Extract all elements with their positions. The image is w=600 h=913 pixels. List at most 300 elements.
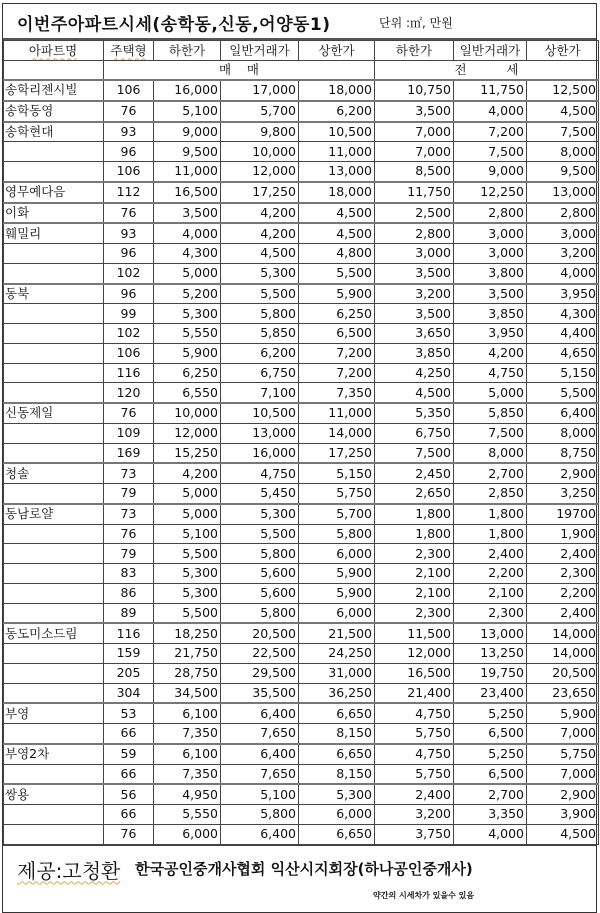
price-cell: 3,950 <box>527 284 599 304</box>
price-cell: 7,200 <box>299 363 375 383</box>
price-cell: 6,750 <box>375 423 454 443</box>
price-cell: 7,000 <box>527 724 599 744</box>
price-cell: 5,250 <box>454 744 527 764</box>
apartment-name-cell: 송학리젠시빌 <box>4 80 104 101</box>
section-row <box>4 61 599 81</box>
price-cell: 5,500 <box>154 603 221 623</box>
table-row <box>4 644 599 664</box>
price-cell: 12,000 <box>375 644 454 664</box>
price-cell: 5,800 <box>299 524 375 544</box>
price-cell: 4,750 <box>375 744 454 764</box>
table-row <box>4 423 599 443</box>
apartment-name-cell: 동북 <box>4 284 104 304</box>
price-cell: 18,000 <box>299 80 375 101</box>
price-cell: 16,500 <box>154 182 221 203</box>
apartment-name-cell <box>4 644 104 664</box>
apartment-name-cell: 영무예다음 <box>4 182 104 203</box>
price-cell: 4,000 <box>154 223 221 243</box>
unit-type-cell: 83 <box>104 564 154 584</box>
price-cell: 5,700 <box>299 504 375 524</box>
apartment-name-cell <box>4 363 104 383</box>
apartment-name-cell <box>4 583 104 603</box>
unit-type-cell: 205 <box>104 663 154 683</box>
table-row <box>4 784 599 804</box>
price-cell: 7,000 <box>375 122 454 142</box>
price-cell: 5,000 <box>154 484 221 504</box>
table-row <box>4 764 599 784</box>
header-sale-high: 상한가 <box>299 41 375 61</box>
price-cell: 6,250 <box>299 304 375 324</box>
price-cell: 7,350 <box>154 764 221 784</box>
price-cell: 4,200 <box>221 203 299 224</box>
price-cell: 6,000 <box>154 824 221 844</box>
price-cell: 11,500 <box>375 623 454 643</box>
price-cell: 5,500 <box>299 263 375 283</box>
unit-type-cell: 73 <box>104 463 154 483</box>
price-cell: 2,300 <box>375 544 454 564</box>
table-row <box>4 443 599 463</box>
price-cell: 16,500 <box>375 663 454 683</box>
table-row <box>4 463 599 483</box>
price-cell: 23,650 <box>527 683 599 703</box>
price-cell: 3,750 <box>375 824 454 844</box>
price-cell: 5,600 <box>221 564 299 584</box>
price-cell: 6,750 <box>221 363 299 383</box>
price-cell: 2,100 <box>454 583 527 603</box>
price-cell: 2,450 <box>375 463 454 483</box>
price-cell: 36,250 <box>299 683 375 703</box>
price-cell: 8,150 <box>299 764 375 784</box>
price-cell: 16,000 <box>154 80 221 101</box>
price-cell: 4,200 <box>454 343 527 363</box>
price-cell: 7,500 <box>527 122 599 142</box>
price-cell: 5,000 <box>154 504 221 524</box>
price-cell: 6,200 <box>299 101 375 122</box>
apartment-name-cell: 쌍용 <box>4 784 104 804</box>
price-cell: 12,000 <box>221 162 299 182</box>
price-cell: 2,200 <box>527 583 599 603</box>
price-table <box>3 40 599 845</box>
unit-type-cell: 112 <box>104 182 154 203</box>
price-cell: 3,800 <box>454 263 527 283</box>
price-cell: 8,000 <box>454 443 527 463</box>
price-cell: 3,250 <box>527 484 599 504</box>
price-cell: 12,250 <box>454 182 527 203</box>
apartment-name-cell <box>4 805 104 825</box>
price-cell: 6,000 <box>299 603 375 623</box>
price-cell: 5,250 <box>454 703 527 723</box>
price-cell: 6,650 <box>299 744 375 764</box>
unit-type-cell: 59 <box>104 744 154 764</box>
price-cell: 3,950 <box>454 324 527 344</box>
unit-type-cell: 76 <box>104 824 154 844</box>
price-cell: 11,750 <box>454 80 527 101</box>
unit-type-cell: 106 <box>104 162 154 182</box>
price-cell: 5,450 <box>221 484 299 504</box>
table-row <box>4 603 599 623</box>
price-cell: 5,800 <box>221 805 299 825</box>
price-cell: 7,000 <box>527 764 599 784</box>
price-cell: 13,000 <box>299 162 375 182</box>
price-cell: 5,850 <box>454 403 527 423</box>
price-cell: 7,350 <box>154 724 221 744</box>
unit-type-cell: 66 <box>104 724 154 744</box>
price-cell: 2,650 <box>375 484 454 504</box>
price-cell: 2,400 <box>375 784 454 804</box>
apartment-name-cell <box>4 524 104 544</box>
unit-type-cell: 96 <box>104 142 154 162</box>
price-cell: 23,400 <box>454 683 527 703</box>
price-cell: 9,500 <box>154 142 221 162</box>
price-cell: 4,750 <box>375 703 454 723</box>
unit-type-cell: 102 <box>104 324 154 344</box>
table-row <box>4 363 599 383</box>
price-cell: 5,150 <box>527 363 599 383</box>
table-row <box>4 343 599 363</box>
apartment-name-cell <box>4 324 104 344</box>
price-cell: 5,750 <box>375 764 454 784</box>
price-cell: 11,000 <box>154 162 221 182</box>
unit-label: 단위 :㎡, 만원 <box>379 16 453 30</box>
price-cell: 5,500 <box>221 524 299 544</box>
unit-type-cell: 159 <box>104 644 154 664</box>
table-row <box>4 182 599 203</box>
table-row <box>4 623 599 643</box>
header-apartment-name: 아파트명 <box>4 41 104 61</box>
price-cell: 5,800 <box>221 304 299 324</box>
price-cell: 2,700 <box>454 784 527 804</box>
apartment-name-cell <box>4 603 104 623</box>
price-cell: 3,200 <box>375 805 454 825</box>
price-cell: 6,200 <box>221 343 299 363</box>
price-cell: 5,100 <box>221 784 299 804</box>
price-cell: 5,750 <box>299 484 375 504</box>
price-cell: 2,100 <box>375 583 454 603</box>
price-cell: 2,900 <box>527 463 599 483</box>
section-lease: 전 세 <box>375 61 599 81</box>
price-cell: 6,000 <box>299 805 375 825</box>
unit-type-cell: 66 <box>104 805 154 825</box>
table-row <box>4 504 599 524</box>
price-cell: 5,750 <box>527 744 599 764</box>
table-row <box>4 805 599 825</box>
price-cell: 7,100 <box>221 383 299 403</box>
price-cell: 10,500 <box>299 122 375 142</box>
price-cell: 5,300 <box>154 304 221 324</box>
price-cell: 3,500 <box>154 203 221 224</box>
apartment-name-cell: 청솔 <box>4 463 104 483</box>
price-cell: 18,250 <box>154 623 221 643</box>
price-cell: 6,400 <box>221 824 299 844</box>
table-row <box>4 203 599 224</box>
price-cell: 6,100 <box>154 744 221 764</box>
apartment-name-cell <box>4 824 104 844</box>
price-cell: 3,850 <box>454 304 527 324</box>
unit-type-cell: 96 <box>104 244 154 264</box>
price-cell: 6,100 <box>154 703 221 723</box>
price-cell: 5,000 <box>154 263 221 283</box>
price-cell: 29,500 <box>221 663 299 683</box>
price-cell: 20,500 <box>221 623 299 643</box>
apartment-name-cell <box>4 383 104 403</box>
price-cell: 24,250 <box>299 644 375 664</box>
price-cell: 5,550 <box>154 324 221 344</box>
table-row <box>4 80 599 101</box>
price-cell: 4,800 <box>299 244 375 264</box>
price-cell: 1,800 <box>375 524 454 544</box>
price-cell: 17,250 <box>299 443 375 463</box>
table-row <box>4 162 599 182</box>
price-cell: 22,500 <box>221 644 299 664</box>
price-cell: 3,000 <box>375 244 454 264</box>
unit-type-cell: 79 <box>104 544 154 564</box>
table-row <box>4 484 599 504</box>
price-cell: 5,500 <box>221 284 299 304</box>
price-cell: 3,000 <box>454 244 527 264</box>
unit-type-cell: 79 <box>104 484 154 504</box>
price-sheet <box>2 3 597 913</box>
price-cell: 3,500 <box>375 101 454 122</box>
table-row <box>4 683 599 703</box>
apartment-name-cell: 부영 <box>4 703 104 723</box>
price-cell: 2,400 <box>454 544 527 564</box>
table-row <box>4 383 599 403</box>
price-cell: 6,500 <box>454 724 527 744</box>
price-cell: 5,850 <box>221 324 299 344</box>
price-cell: 9,800 <box>221 122 299 142</box>
apartment-name-cell: 이화 <box>4 203 104 224</box>
price-cell: 4,500 <box>527 101 599 122</box>
price-cell: 13,250 <box>454 644 527 664</box>
header-sale-low: 하한가 <box>154 41 221 61</box>
apartment-name-cell: 동남로얄 <box>4 504 104 524</box>
price-cell: 17,250 <box>221 182 299 203</box>
header-lease-high: 상한가 <box>527 41 599 61</box>
unit-type-cell: 76 <box>104 403 154 423</box>
unit-type-cell: 99 <box>104 304 154 324</box>
price-cell: 19,750 <box>454 663 527 683</box>
unit-type-cell: 96 <box>104 284 154 304</box>
price-cell: 2,300 <box>454 603 527 623</box>
organization-label: 한국공인중개사협회 익산시지회장(하나공인중개사) <box>135 859 473 878</box>
price-cell: 7,200 <box>454 122 527 142</box>
price-cell: 10,500 <box>221 403 299 423</box>
apartment-name-cell <box>4 304 104 324</box>
price-cell: 2,300 <box>375 603 454 623</box>
price-cell: 4,750 <box>454 363 527 383</box>
section-sale: 매 매 <box>104 61 375 81</box>
table-row <box>4 284 599 304</box>
price-cell: 6,000 <box>299 544 375 564</box>
price-cell: 15,250 <box>154 443 221 463</box>
price-cell: 5,000 <box>454 383 527 403</box>
unit-type-cell: 86 <box>104 583 154 603</box>
price-cell: 6,400 <box>527 403 599 423</box>
section-blank <box>4 61 104 81</box>
unit-type-cell: 76 <box>104 524 154 544</box>
price-cell: 7,500 <box>454 423 527 443</box>
price-cell: 6,250 <box>154 363 221 383</box>
price-cell: 3,500 <box>375 304 454 324</box>
unit-type-cell: 304 <box>104 683 154 703</box>
header-unit-type: 주택형 <box>104 41 154 61</box>
price-cell: 5,900 <box>299 564 375 584</box>
price-cell: 4,950 <box>154 784 221 804</box>
price-cell: 6,650 <box>299 703 375 723</box>
price-cell: 7,500 <box>375 443 454 463</box>
apartment-name-cell <box>4 484 104 504</box>
unit-type-cell: 56 <box>104 784 154 804</box>
price-cell: 5,300 <box>221 504 299 524</box>
unit-type-cell: 93 <box>104 223 154 243</box>
table-row <box>4 263 599 283</box>
price-cell: 3,850 <box>375 343 454 363</box>
table-row <box>4 122 599 142</box>
price-cell: 4,300 <box>527 304 599 324</box>
apartment-name-cell: 신동제일 <box>4 403 104 423</box>
price-cell: 4,200 <box>154 463 221 483</box>
price-cell: 4,750 <box>221 463 299 483</box>
price-cell: 8,000 <box>527 142 599 162</box>
price-cell: 1,800 <box>454 504 527 524</box>
price-cell: 28,750 <box>154 663 221 683</box>
unit-type-cell: 89 <box>104 603 154 623</box>
provider-label: 제공:고청환 <box>17 858 121 883</box>
apartment-name-cell <box>4 263 104 283</box>
apartment-name-cell: 동도미소드림 <box>4 623 104 643</box>
price-cell: 13,000 <box>221 423 299 443</box>
price-cell: 5,100 <box>154 524 221 544</box>
price-cell: 14,000 <box>527 644 599 664</box>
price-cell: 3,000 <box>527 223 599 243</box>
table-row <box>4 101 599 122</box>
table-row <box>4 403 599 423</box>
price-cell: 7,350 <box>299 383 375 403</box>
price-cell: 14,000 <box>299 423 375 443</box>
price-cell: 5,350 <box>375 403 454 423</box>
apartment-name-cell <box>4 663 104 683</box>
apartment-name-cell: 훼밀리 <box>4 223 104 243</box>
price-cell: 4,000 <box>454 101 527 122</box>
price-cell: 11,000 <box>299 403 375 423</box>
price-cell: 5,300 <box>299 784 375 804</box>
price-cell: 5,500 <box>527 383 599 403</box>
table-row <box>4 564 599 584</box>
price-cell: 5,800 <box>221 544 299 564</box>
price-cell: 5,800 <box>221 603 299 623</box>
title-row <box>3 4 596 40</box>
unit-type-cell: 120 <box>104 383 154 403</box>
price-cell: 7,650 <box>221 724 299 744</box>
sheet-title: 이번주아파트시세(송학동,신동,어양동1) <box>17 15 331 35</box>
header-lease-low: 하한가 <box>375 41 454 61</box>
price-cell: 2,900 <box>527 784 599 804</box>
table-row <box>4 142 599 162</box>
table-row <box>4 324 599 344</box>
price-cell: 3,200 <box>375 284 454 304</box>
price-cell: 3,350 <box>454 805 527 825</box>
table-row <box>4 304 599 324</box>
apartment-name-cell <box>4 564 104 584</box>
table-row <box>4 223 599 243</box>
apartment-name-cell <box>4 423 104 443</box>
table-row <box>4 703 599 723</box>
price-cell: 12,000 <box>154 423 221 443</box>
price-cell: 5,700 <box>221 101 299 122</box>
footer <box>3 845 596 912</box>
price-cell: 3,500 <box>454 284 527 304</box>
price-cell: 2,700 <box>454 463 527 483</box>
unit-type-cell: 106 <box>104 343 154 363</box>
price-cell: 10,000 <box>154 403 221 423</box>
table-row <box>4 663 599 683</box>
price-cell: 2,100 <box>375 564 454 584</box>
unit-type-cell: 102 <box>104 263 154 283</box>
price-cell: 6,400 <box>221 703 299 723</box>
apartment-name-cell <box>4 724 104 744</box>
price-cell: 7,000 <box>375 142 454 162</box>
price-cell: 2,400 <box>527 603 599 623</box>
price-cell: 13,000 <box>454 623 527 643</box>
apartment-name-cell <box>4 683 104 703</box>
unit-type-cell: 109 <box>104 423 154 443</box>
price-cell: 4,650 <box>527 343 599 363</box>
price-cell: 2,200 <box>454 564 527 584</box>
price-cell: 31,000 <box>299 663 375 683</box>
price-cell: 10,750 <box>375 80 454 101</box>
price-cell: 4,500 <box>527 824 599 844</box>
price-cell: 5,600 <box>221 583 299 603</box>
price-cell: 20,500 <box>527 663 599 683</box>
price-cell: 21,750 <box>154 644 221 664</box>
price-cell: 9,000 <box>154 122 221 142</box>
unit-type-cell: 73 <box>104 504 154 524</box>
unit-type-cell: 106 <box>104 80 154 101</box>
price-cell: 1,900 <box>527 524 599 544</box>
price-cell: 5,100 <box>154 101 221 122</box>
price-cell: 2,300 <box>527 564 599 584</box>
apartment-name-cell <box>4 764 104 784</box>
price-cell: 8,000 <box>527 423 599 443</box>
table-row <box>4 244 599 264</box>
table-row <box>4 824 599 844</box>
apartment-name-cell <box>4 142 104 162</box>
price-cell: 5,300 <box>221 263 299 283</box>
apartment-name-cell <box>4 244 104 264</box>
price-cell: 2,500 <box>375 203 454 224</box>
price-cell: 4,500 <box>299 203 375 224</box>
price-cell: 5,300 <box>154 583 221 603</box>
apartment-name-cell: 부영2차 <box>4 744 104 764</box>
header-row <box>4 41 599 61</box>
price-cell: 3,200 <box>527 244 599 264</box>
price-cell: 19700 <box>527 504 599 524</box>
price-cell: 17,000 <box>221 80 299 101</box>
apartment-name-cell <box>4 162 104 182</box>
price-cell: 6,500 <box>454 764 527 784</box>
unit-type-cell: 116 <box>104 623 154 643</box>
price-cell: 2,400 <box>527 544 599 564</box>
price-cell: 11,000 <box>299 142 375 162</box>
unit-type-cell: 66 <box>104 764 154 784</box>
price-cell: 3,650 <box>375 324 454 344</box>
price-cell: 9,000 <box>454 162 527 182</box>
price-cell: 21,400 <box>375 683 454 703</box>
price-cell: 11,750 <box>375 182 454 203</box>
price-cell: 4,250 <box>375 363 454 383</box>
price-cell: 9,500 <box>527 162 599 182</box>
price-cell: 5,200 <box>154 284 221 304</box>
